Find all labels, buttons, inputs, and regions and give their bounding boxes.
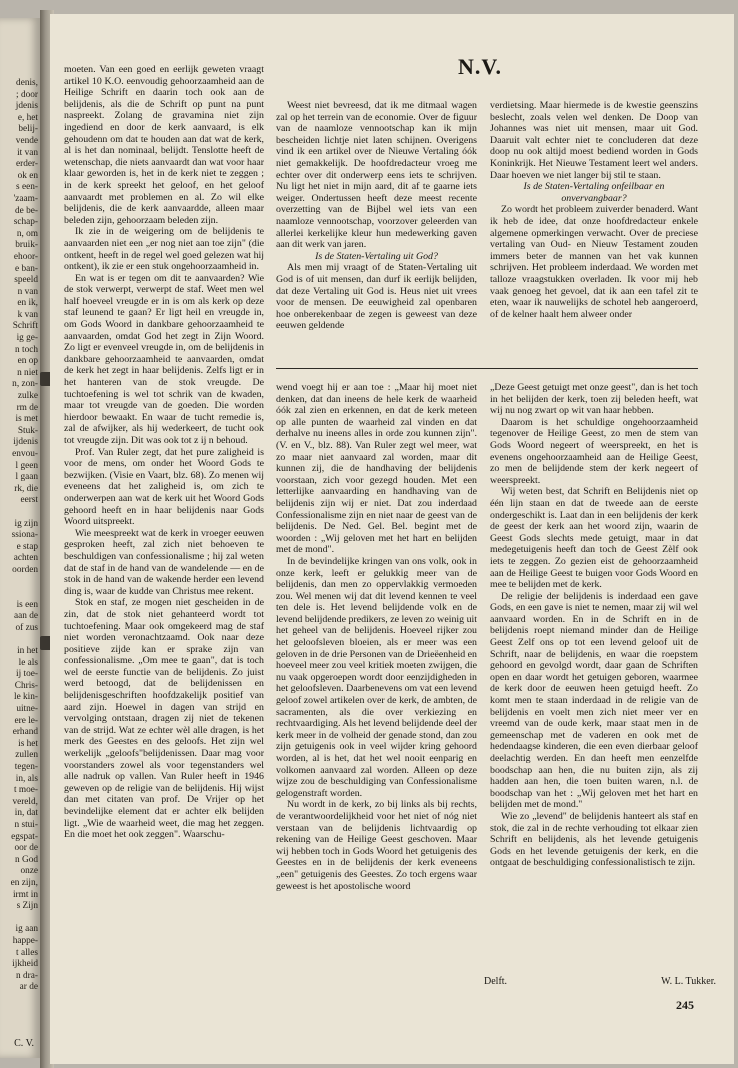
previous-page-line: n niet: [17, 367, 38, 378]
previous-page-line: n dra-: [16, 970, 38, 981]
section-divider: [276, 368, 698, 369]
article-column-3-top: [490, 100, 698, 320]
previous-page-line: n God: [15, 854, 38, 865]
paragraph: Als men mij vraagt of de Staten-Vertaling uit God is of uit mensen, dan durf ik eerlijk belijden, dat deze Vertaling uit God is. Heus niet uit vrees voor de mensen. De eeuwigheid zal openbaren hoe onberekenbaar de zegen is geweest van deze eeuwen geldende: [276, 262, 477, 332]
page-number: 245: [676, 998, 694, 1012]
previous-page-line: ehoor-: [13, 251, 38, 262]
previous-page-line: [0, 577, 38, 589]
previous-page-line: happe-: [12, 935, 38, 946]
paragraph: De religie der belijdenis is inderdaad een gave Gods, en een gave is niet te nemen, maar zij wil wel aanvaard worden. En in de Schrift en in de belijdenis roept niemand minder dan de Heilige Geest Zelf ons op tot een levend geloof uit de Schrift, naar de belijdenis, en waar die roepstem gehoord en gevolgd wordt, daar gaan de Schriften open en daar wordt het getuigen geboren, waarmee de kerk door de eeuwen heen getuigd heeft. Zo komt men te staan inderdaad in de religie van de belijdenis en voelt men zich niet meer ver en vreemd van de oude kerk, maar staat men in de gemeenschap met de vaderen en ook met de hedendaagse kinderen, die een even dierbaar geloof deelachtig werden. En dan heeft men eenzelfde boodschap aan hen, die nu buiten zijn, als zij hadden aan hen, die toen buiten waren, n.l. de boodschap van het : „Wij geloven met het hart en belijden met de mond.": [490, 590, 698, 811]
subheading-onfeilbaar: Is de Staten-Vertaling onfeilbaar en onvervangbaar?: [523, 181, 665, 204]
previous-page-line: is met: [15, 414, 38, 425]
previous-page-line: 'zaam-: [13, 193, 38, 204]
previous-page-line: s een-: [16, 182, 38, 193]
previous-page-line: achten: [13, 553, 38, 564]
previous-page-line: n van: [17, 286, 38, 297]
previous-page-line: le als: [18, 657, 38, 668]
previous-page-line: vende: [15, 135, 38, 146]
signature-place: Delft.: [484, 976, 508, 987]
article-column-3-bottom: [490, 382, 698, 869]
previous-page-line: ijdenis: [13, 437, 38, 448]
previous-page-line: it van: [17, 147, 38, 158]
previous-page-line: [0, 913, 38, 925]
previous-page-text: [0, 78, 38, 994]
previous-page-line: Chris-: [14, 680, 38, 691]
previous-page-line: belij-: [18, 124, 38, 135]
paragraph: Ik zie in de weigering om de belijdenis te aanvaarden niet een „er nog niet aan toe zijn" (die ontkent, heeft in de regel wel goed gelezen wat hij ontkent), ik zie er een stuk ongehoorzaamheid in.: [64, 226, 264, 273]
previous-page-line: egspat-: [11, 831, 38, 842]
previous-page-line: [0, 588, 38, 600]
previous-page-line: k van: [17, 309, 38, 320]
previous-page-line: le kin-: [13, 692, 38, 703]
paragraph: Nu wordt in de kerk, zo bij links als bij rechts, de verantwoordelijkheid voor het niet of nóg niet verstaan van de belijdenis lichtvaardig op rekening van de Heilige Geest geschoven. Maar wij hebben toch in Gods Woord het getuigenis des Geestes en in de belijdenis der kerk eveneens „een" getuigenis des Geestes. Zo toch ergens waar geweest is het apostolische woord: [276, 799, 477, 892]
paragraph: En wat is er tegen om dit te aanvaarden? Wie de stok verwerpt, verwerpt de staf. Weet men wel half hoeveel vreugde er in is om als kerk op deze staf leunend te gaan? Er ligt heil en vreugde in, om Gods Woord in dankbare gehoorzaamheid te aanvaarden, omdat God het zegt in Zijn Woord. Zo ligt er evenveel vreugde in, om de belijdenis in dankbare gehoorzaamheid te aanvaarden, omdat de kerk het zegt in haar belijdenis. Zelfs ligt er in het hanteren van de stok vreugde. De tuchtoefening is wel tot schrik van de kwaden, maar tot vreugde van de goeden. Die worden hierdoor bewaakt. En waar de tucht remedie is, zal de afwijker, als hij wederkeert, de tucht ook tot vreugde zijn. Dit was ook tot z ij n behoud.: [64, 272, 264, 446]
paragraph: In de bevindelijke kringen van ons volk, ook in onze kerk, leeft er gelukkig meer van de belijdenis, dan men zo oppervlakkig vermoeden zou. Wel menen wij dat dit levend kennen te veel ten dele is. Het levend belijdende volk en de levend belijdende predikers, ze leven zo weinig uit het geheel van de belijdenis. Hoeveel rijker zou het geloofsleven bloeien, als er meer was een geloven in de drie Personen van de Drieëenheid en hoeveel meer zou veel kritiek moeten zwijgen, die nu vaak opgeroepen wordt door eenzijdigheden in het geloofsleven. Daarbenevens om vat een levend geloof zowel artikelen over de kerk, de ambten, de sacramenten, als die over verkiezing en rechtvaardiging. Als het levend belijdende deel der kerk meer in de volheid der genade stond, dan zou zijn getuigenis ook in veel wijder kring gehoord worden, al is het, dat het wel nooit eenparig en volkomen aanvaard zal worden. Alleen op deze wijze zou de beschuldiging van Confessionalisme gelogenstraft worden.: [276, 555, 477, 799]
previous-page-line: eerst: [20, 495, 38, 506]
previous-page-line: tegen-: [14, 762, 38, 773]
previous-page-line: Stuk-: [17, 425, 38, 436]
previous-page-line: uitne-: [16, 704, 38, 715]
previous-page-line: l geen: [15, 460, 38, 471]
article-column-2-bottom: [276, 382, 477, 892]
previous-page-line: schap-: [13, 217, 38, 228]
previous-page-line: en op: [17, 356, 38, 367]
paragraph: Zo wordt het probleem zuiverder benaderd. Want ik heb de idee, dat onze hoofdredacteur enkele algemene opmerkingen verwacht. Over de preciese vertaling van Oud- en Nieuw Testament zouden immers beter de mannen van het vak kunnen schrijven. Het probleem inderdaad. We worden met talloze vraagstukken overladen. Ik voor mij heb vaak genoeg het gevoel, dat ik aan een tafel zit te eten, waar ik nauwelijks de schotel heb aangeroerd, of de kelner haalt hem alweer onder: [490, 204, 698, 320]
paragraph: „Deze Geest getuigt met onze geest", dan is het toch in het belijden der kerk, toen zij beleden heeft, wat wij nu nog zwart op wit van haar hebben.: [490, 382, 698, 417]
previous-page-line: ig zijn: [14, 518, 38, 529]
previous-page-line: en ik,: [17, 298, 38, 309]
previous-page-line: in het: [17, 646, 38, 657]
previous-page-line: de be-: [15, 205, 38, 216]
previous-page-line: vereld,: [12, 796, 38, 807]
previous-page-line: Schrift: [12, 321, 38, 332]
previous-page-line: ssiona-: [11, 530, 38, 541]
previous-page-line: oor de: [14, 843, 38, 854]
previous-page-line: in, als: [15, 773, 38, 784]
previous-page-line: zullen: [15, 750, 38, 761]
paragraph: Weest niet bevreesd, dat ik me ditmaal wagen zal op het terrein van de economie. Over de figuur van de naamloze vennootschap kan ik mijn bescheiden lichtje niet laten schijnen. Overigens vind ik een artikel over de Nieuwe Vertaling óók niet gemakkelijk. De hoofdredacteur vroeg me echter over dit onderwerp eens iets te schrijven. Nu ligt het niet in mijn aard, dit af te gaarne iets weiger. Ondertussen heeft deze meest recente overzetting van de Bijbel wel iets van een naamloze vennootschap, voorzover geleerden van allerlei kerkelijke kleur hun medewerking gaven aan dit werk van jaren.: [276, 100, 477, 251]
previous-page-line: speeld: [14, 275, 38, 286]
previous-page-line: ere le-: [14, 715, 38, 726]
previous-page-line: ok en: [17, 170, 38, 181]
previous-page-line: is een: [16, 599, 38, 610]
previous-page-line: ij toe-: [16, 669, 38, 680]
previous-page-line: erder-: [15, 159, 38, 170]
paragraph: moeten. Van een goed en eerlijk geweten vraagt artikel 10 K.O. eenvoudig gehoorzaamheid aan de Heilige Schrift en daarin toch ook aan de belijdenis, als die de Schrift op punt na punt naspreekt. Zolang de gravamina niet zijn ingediend en door de kerk aanvaard, is elk gehoudenn om dat te houden aan dat wat de kerk, al is het dan nominaal, belijdt. Tenslotte heeft de wetenschap, die niets aanvaardt dan wat voor haar klaar geworden is, het in de kerk niet te zeggen ; in de kerk spreekt het geloof, en het geloof aanvaardt met problemen en al. Zo wil elke belijdenis, die de kerk aanvaardde, alleen maar beleden zijn, gehoorzaam beleden zijn.: [64, 64, 264, 226]
paragraph: Wie meespreekt wat de kerk in vroeger eeuwen gesproken heeft, zal zich niet behoeven te beschuldigen van confessionalisme ; hij zal weten dat de staf in de hand van de wandelende — en de stok in de hand van de wakende herder een levend ding is, waar de kudde van Christus mee rekent.: [64, 527, 264, 597]
previous-page-line: envou-: [12, 449, 38, 459]
previous-page-line: is het: [18, 738, 38, 749]
previous-page-line: of zus: [15, 622, 38, 633]
previous-page-line: in, dat: [14, 808, 38, 819]
previous-page-line: zulke: [17, 391, 38, 402]
section-title: N.V.: [458, 54, 502, 79]
previous-page-line: bruik-: [15, 240, 38, 251]
previous-page-line: aan de: [13, 611, 38, 622]
paragraph: Wij weten best, dat Schrift en Belijdenis niet op één lijn staan en dat de tweede aan de eerste ondergeschikt is. Laat dan in een belijdenis der kerk de geest der kerk aan het woord zijn, waarin de Geest Gods slechts mede getuigt, maar in dat medegetuigenis heeft dan toch de Geest Zèlf ook iets te zeggen. Zo gezien eist de gehoorzaamheid aan de Heilige Geest te buigen voor Gods Woord en mee te belijden met de kerk.: [490, 486, 698, 591]
previous-page-line: t alles: [16, 947, 38, 958]
previous-page-line: n, om: [16, 228, 38, 239]
previous-page-line: t moe-: [13, 785, 38, 796]
paragraph: verdietsing. Maar hiermede is de kwestie geenszins beslecht, zoals velen wel denken. De Doop van Johannes was niet uit mensen, maar uit God. Daaruit valt echter niet te concluderen dat deze doop nu ook altijd moest bediend worden in Gods Koninkrijk. Het Nieuwe Testament leert wel anders. Daar hoeven we niet langer bij stil te staan.: [490, 100, 698, 181]
previous-page-line: rm de: [16, 402, 38, 413]
previous-page-line: [0, 635, 38, 647]
previous-page-line: ijkheid: [12, 959, 38, 970]
previous-page-line: erhand: [12, 727, 38, 738]
previous-page-line: en zijn,: [10, 877, 38, 888]
previous-page-line: e stap: [16, 541, 38, 552]
previous-page-line: ig ge-: [16, 333, 38, 344]
previous-page-line: ar de: [19, 982, 38, 993]
previous-page-line: [0, 507, 38, 519]
magazine-page: [50, 14, 734, 1064]
previous-page-line: ig aan: [15, 924, 38, 935]
previous-page-line: oorden: [12, 564, 38, 575]
previous-page-line: ; door: [16, 89, 38, 100]
article-column-2-top: [276, 100, 477, 332]
previous-page-line: onze: [20, 866, 38, 877]
signature-author: W. L. Tukker.: [661, 976, 716, 987]
previous-page-line: n stui-: [14, 820, 38, 830]
previous-page-line: l gaan: [15, 472, 38, 483]
paragraph: Wie zo „levend" de belijdenis hanteert als staf en stok, die zal in de rechte verhouding tot elkaar zien Schrift en belijdenis, als het levende getuigenis Gods en het levende getuigenis der kerk, en die ontgaat de beschuldiging confessionalistisch te zijn.: [490, 810, 698, 869]
previous-page-line: e ban-: [15, 263, 38, 274]
paragraph: Prof. Van Ruler zegt, dat het pure zaligheid is voor de mens, om onder het Woord Gods te bezwijken. (Visie en Vaart, blz. 68). Zo menen wij eveneens dat het zaligheid is, om zich te onderwerpen aan wat de kerk uit het Woord Gods gehoord heeft en in haar belijdenis naar Gods Woord uitspreekt.: [64, 446, 264, 528]
previous-page-line: e, het: [17, 112, 38, 123]
previous-page-strip: [0, 18, 40, 1058]
paragraph: wend voegt hij er aan toe : „Maar hij moet niet denken, dat dan ineens de hele kerk de waarheid óók zal zien en erkennen, en dat de kerk meteen op alle punten de waarheid zal vinden en dat derhalve nu ineens alles in orde zou kunnen zijn". (V. en V., blz. 88). Van Ruler zegt wel meer, wat zo maar niet aanvaard zal worden, maar dit kunnen zij, die de handhaving der belijdenis voorstaan, zich voor gezegd houden. Met een letterlijke aanvaarding en handhaving van de belijdenis zijn wij er niet. Dat zou inderdaad Confessionalisme zijn en niet naar de geest van de belijdenis. De Ned. Gel. Bel. begint met de woorden : „Wij geloven met het hart en belijden met de mond".: [276, 382, 477, 556]
previous-page-line: irmt in: [12, 889, 38, 900]
previous-page-line: denis,: [16, 78, 38, 88]
paragraph: Daarom is het schuldige ongehoorzaamheid tegenover de Heilige Geest, zo men de stem van Gods Woord negeert of weerspreekt, en het is evenens ongehoorzaamheid aan de Heilige Geest, zo men de belijdende stem der kerk negeert of weerspreekt.: [490, 416, 698, 486]
previous-page-signature: C. V.: [14, 1038, 34, 1049]
previous-page-line: s Zijn: [16, 901, 38, 912]
paragraph: Stok en staf, ze mogen niet gescheiden in de zin, dat de stok niet gehanteerd wordt tot tuchtoefening. Maar ook omgekeerd mag de staf niet worden veronachtzaamd. Ook naar deze positieve zijde kan er sprake zijn van confessionalisme. „Om mee te gaan", dat is toch wel de eerste functie van de belijdenis. Zo juist werd betoogd, dat de belijdenissen en belijdenisgeschriften hoofdzakelijk positief van aard zijn. Hoewel in dagen van strijd en vervolging ontstaan, dragen zij niet de tekenen van de strijd. Wat ze echter wèl alle dragen, is het merk des Geestes en des geloofs. Het zijn wel werkelijk „geloofs"belijdenissen. Daar mag voor voorstanders zowel als voor tegenstanders wel alle nadruk op vallen. Van Ruler heeft in 1946 geweven op de religie van de belijdenis. Hij wijst dan met citaten van prof. De Vrijer op het bevindelijke element dat er achter elk belijden ligt. „Wie de waarheid weet, die mag het zeggen. En die moet het ook zeggen". Waarschu-: [64, 597, 264, 841]
previous-page-line: rk, die: [14, 483, 38, 494]
previous-page-line: n toch: [15, 344, 38, 355]
previous-page-line: n, zon-: [12, 379, 38, 390]
previous-page-line: jdenis: [15, 101, 38, 112]
article-column-1: [64, 64, 264, 1024]
subheading-staten-vertaling: Is de Staten-Vertaling uit God?: [315, 250, 438, 262]
